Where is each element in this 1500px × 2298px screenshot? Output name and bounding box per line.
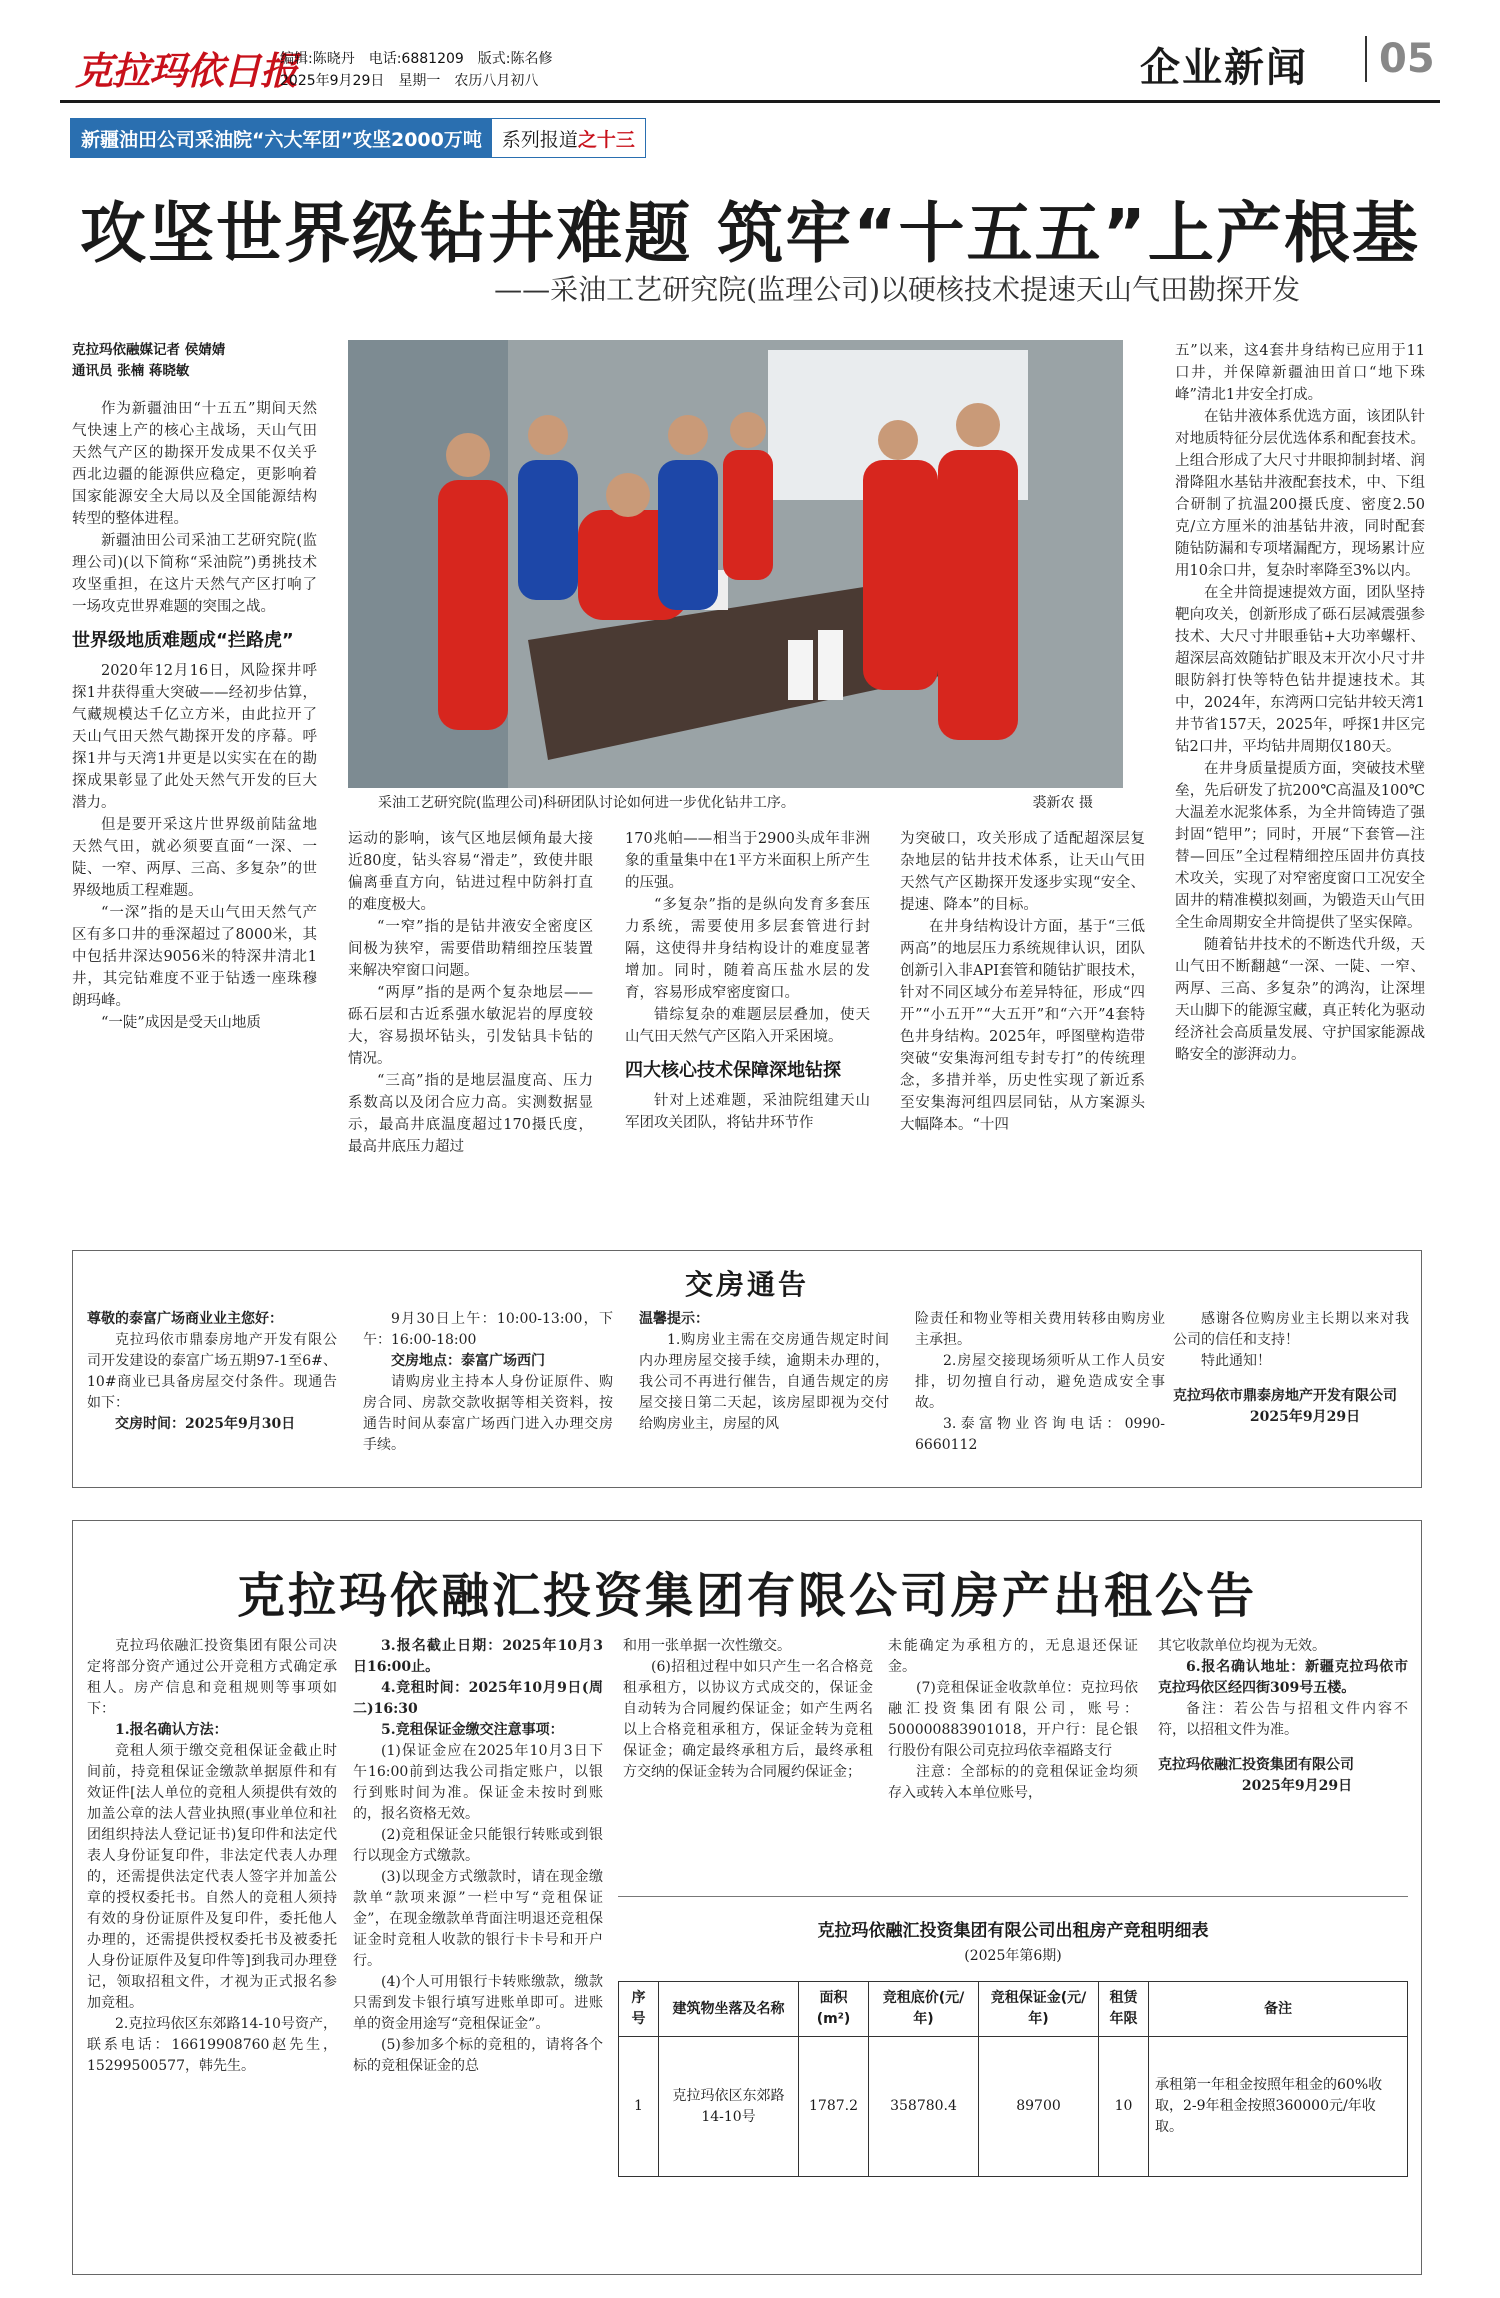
table-subtitle: (2025年第6期) [964, 1948, 1062, 1964]
masthead-rule [60, 100, 1440, 103]
weekday: 星期一 [398, 73, 441, 89]
rental-col-2: 3.报名截止日期：2025年10月3日16:00止。 4.竞租时间：2025年10月9日(周二)16:30 5.竞租保证金缴交注意事项： (1)保证金应在2025年10月3日下午16:00前到达我公司指定账户，以银行到账时间为准。保证金未按时到账的，报名资格无效。 (2)竞租保证金只能银行转账或到银行以现金方式缴款。 (3)以现金方式缴款时，请在现金缴款单“款项来源”一栏中写“竞租保证金”，在现金缴款单背面注明退还竞租保证金时竞租人收款的银行卡卡号和开户行。 (4)个人可用银行卡转账缴款，缴款只需到发卡银行填写进账单即可。进账单的资金用途写“竞租保证金”。 (5)参加多个标的竞租的，请将各个标的竞租保证金的总 [353, 1638, 603, 2074]
phone: 电话:6881209 [368, 51, 464, 67]
rental-col-1: 克拉玛依融汇投资集团有限公司决定将部分资产通过公开竞租方式确定承租人。房产信息和竞租规则等事项如下： 1.报名确认方法： 竞租人须于缴交竞租保证金截止时间前，持竞租保证金缴款单据原件和有效证件[法人单位的竞租人须提供有效的加盖公章的法人营业执照(事业单位和社团组织持法人登记证书)复印件和法定代表人身份证复印件，非法定代表人办理的，还需提供法定代表人签字并加盖公章的授权委托书。自然人的竞租人须持有效的身份证原件及复印件，委托他人办理的，还需提供授权委托书及被委托人身份证原件及复印件等]到我司办理登记，领取招租文件，才视为正式报名参加竞租。 2.克拉玛依区东郊路14-10号资产，联系电话：16619908760赵先生，15299500577，韩先生。 [87, 1638, 337, 2074]
series-banner [70, 118, 646, 158]
paragraph: 运动的影响，该气区地层倾角最大接近80度，钻头容易“滑走”，致使井眼偏离垂直方向，钻进过程中防斜打直的难度极大。 [348, 831, 593, 913]
lunar-date: 农历八月初八 [454, 73, 539, 89]
handover-notice [72, 1250, 1422, 1488]
photo-credit: 裘新农 摄 [1032, 795, 1093, 811]
paragraph: 在钻井液体系优选方面，该团队针对地质特征分层优选体系和配套技术。上组合形成了大尺寸井眼抑制封堵、润滑降阻水基钻井液配套技术，中、下组合研制了抗温200摄氏度、密度2.50克/立方厘米的油基钻井液，同时配套随钻防漏和专项堵漏配方，现场累计应用10余口井，复杂时率降至3%以内。 [1175, 409, 1425, 579]
news-photo [348, 340, 1123, 788]
page-number: 05 [1365, 36, 1435, 82]
rental-table [618, 1981, 1408, 2177]
rental-col-4: 未能确定为承租方的，无息退还保证金。 (7)竞租保证金收款单位：克拉玛依融汇投资集团有限公司，账号：500000883901018，开户行：昆仑银行股份有限公司克拉玛依幸福路支行 注意：全部标的的竞租保证金均须存入或转入本单位账号， [888, 1638, 1138, 1801]
section-heading: 世界级地质难题成“拦路虎” [72, 630, 294, 651]
rental-col-3: 和用一张单据一次性缴交。 (6)招租过程中如只产生一名合格竞租承租方，以协议方式成交的，保证金自动转为合同履约保证金；如产生两名以上合格竞租承租方，保证金转为竞租保证金；确定最终承租方后，最终承租方交纳的保证金转为合同履约保证金； [623, 1638, 873, 1780]
notice-title: 交房通告 [684, 1268, 809, 1301]
notice-col-5: 感谢各位购房业主长期以来对我公司的信任和支持！ 特此通知！ 克拉玛依市鼎泰房地产开发有限公司 2025年9月29日 [1173, 1311, 1409, 1425]
table-row: 1 克拉玛依区东郊路14-10号 1787.2 358780.4 89700 10 承租第一年租金按照年租金的60%收取，2-9年租金按照360000元/年收取。 [619, 2037, 1408, 2177]
article-col-5 [1175, 340, 1425, 1066]
rental-title: 克拉玛依融汇投资集团有限公司房产出租公告 [236, 1568, 1257, 1624]
table-title: 克拉玛依融汇投资集团有限公司出租房产竞租明细表 [817, 1921, 1209, 1941]
paragraph: 在井身结构设计方面，基于“三低两高”的地层压力系统规律认识，团队创新引入非API套管和随钻扩眼技术，针对不同区域分布差异特征，形成“四开”“小五开”“大五开”和“六开”4套特色井身结构。2025年，呼图壁构造带突破“安集海河组专封专打”的传统理念，多措并举，历史性实现了新近系至安集海河组四层同钻，从方案源头大幅降本。“十四 [900, 919, 1145, 1133]
series-suffix: 系列报道之十三 [501, 128, 635, 151]
editor: 编辑:陈晓丹 [280, 51, 355, 67]
paragraph: 在全井筒提速提效方面，团队坚持靶向攻关，创新形成了砾石层减震强参技术、大尺寸井眼垂钻+大功率螺杆、超深层高效随钻扩眼及末开次小尺寸井眼防斜打快等特色钻井提速技术。其中，2024年，东湾两口完钻井较天湾1井节省157天，2025年，呼探1井区完钻2口井，平均钻井周期仅180天。 [1175, 585, 1425, 755]
byline: 克拉玛依融媒记者 侯婧婧 通讯员 张楠 蒋晓敏 [72, 342, 226, 379]
paragraph: “一陡”成因是受天山地质 [101, 1015, 261, 1031]
paragraph: 五”以来，这4套井身结构已应用于11口井，并保障新疆油田首口“地下珠峰”清北1井安全打成。 [1175, 343, 1425, 403]
paragraph: 为突破口，攻关形成了适配超深层复杂地层的钻井技术体系，让天山气田天然气产区勘探开发逐步实现“安全、提速、降本”的目标。 [900, 831, 1145, 913]
photo-illustration [348, 340, 1123, 788]
section-title: 企业新闻 [1140, 44, 1308, 91]
issue-date: 2025年9月29日 [280, 73, 385, 89]
paragraph: “三高”指的是地层温度高、压力系数高以及闭合应力高。实测数据显示，最高井底温度超过170摄氏度，最高井底压力超过 [348, 1073, 593, 1155]
notice-col-1: 尊敬的泰富广场商业业主您好： 克拉玛依市鼎泰房地产开发有限公司开发建设的泰富广场五期97-1至6#、10#商业已具备房屋交付条件。现通告如下： 交房时间：2025年9月30日 [87, 1311, 337, 1432]
series-label: 新疆油田公司采油院“六大军团”攻坚2000万吨 [71, 119, 492, 157]
paragraph: “一深”指的是天山气田天然气产区有多口井的垂深超过了8000米，其中包括井深达9056米的特深井清北1井，其完钻难度不亚于钻透一座珠穆朗玛峰。 [72, 905, 317, 1009]
layout-editor: 版式:陈名修 [477, 51, 553, 67]
paragraph: 针对上述难题，采油院组建天山军团攻关团队，将钻井环节作 [625, 1093, 870, 1131]
paragraph: 但是要开采这片世界级前陆盆地天然气田，就必须要直面“一深、一陡、一窄、两厚、三高、多复杂”的世界级地质工程难题。 [72, 817, 317, 899]
paragraph: 错综复杂的难题层层叠加，使天山气田天然气产区陷入开采困境。 [625, 1007, 870, 1045]
paragraph: 作为新疆油田“十五五”期间天然气快速上产的核心主战场，天山气田天然气产区的勘探开发成果不仅关乎西北边疆的能源供应稳定，更影响着国家能源安全大局以及全国能源结构转型的整体进程。 [72, 401, 317, 527]
rental-col-5: 其它收款单位均视为无效。 6.报名确认地址：新疆克拉玛依市克拉玛依区经四街309号五楼。 备注：若公告与招租文件内容不符，以招租文件为准。 克拉玛依融汇投资集团有限公司 2025年9月29日 [1158, 1638, 1408, 1794]
paragraph: 随着钻井技术的不断迭代升级，天山气田不断翻越“一深、一陡、一窄、两厚、三高、多复杂”的鸿沟，让深埋天山脚下的能源宝藏，真正转化为驱动经济社会高质量发展、守护国家能源战略安全的澎湃动力。 [1175, 937, 1425, 1063]
paragraph: “多复杂”指的是纵向发育多套压力系统，需要使用多层套管进行封隔，这使得井身结构设计的难度显著增加。同时，随着高压盐水层的发育，容易形成窄密度窗口。 [625, 897, 870, 1001]
headline: 攻坚世界级钻井难题 筑牢“十五五”上产根基 [80, 195, 1420, 272]
table-divider [618, 1896, 1408, 1897]
paragraph: 170兆帕——相当于2900头成年非洲象的重量集中在1平方米面积上所产生的压强。 [625, 831, 870, 891]
paragraph: 在井身质量提质方面，突破技术壁垒，先后研发了抗200℃高温及100℃大温差水泥浆体系，为全井筒铸造了强封固“铠甲”；同时，开展“下套管—注替—回压”全过程精细控压固井仿真技术攻关，实现了对窄密度窗口工况安全固井的精准模拟刻画，为锻造天山气田全生命周期安全井筒提供了坚实保障。 [1175, 761, 1425, 931]
rental-table-block [618, 1916, 1408, 2177]
newspaper-logo: 克拉玛依日报 [75, 48, 298, 93]
article-col-2 [348, 828, 593, 1158]
photo-caption-row [348, 792, 1123, 812]
paragraph: “两厚”指的是两个复杂地层——砾石层和古近系强水敏泥岩的厚度较大，容易损坏钻头，引发钻具卡钻的情况。 [348, 985, 593, 1067]
paragraph: 2020年12月16日，风险探井呼探1井获得重大突破——经初步估算，气藏规模达千亿立方米，由此拉开了天山气田天然气勘探开发的序幕。呼探1井与天湾1井更是以实实在在的勘探成果彰显了此处天然气开发的巨大潜力。 [72, 663, 317, 811]
subheadline: ——采油工艺研究院(监理公司)以硬核技术提速天山气田勘探开发 [494, 273, 1300, 306]
notice-col-3: 温馨提示： 1.购房业主需在交房通告规定时间内办理房屋交接手续，逾期未办理的，我公司不再进行催告，自通告规定的房屋交接日第二天起，该房屋即视为交付给购房业主，房屋的风 [639, 1311, 889, 1432]
section-heading: 四大核心技术保障深地钻探 [625, 1060, 841, 1081]
paragraph: “一窄”指的是钻井液安全密度区间极为狭窄，需要借助精细控压装置来解决窄窗口问题。 [348, 919, 593, 979]
table-header-row: 序号 建筑物坐落及名称 面积(m²) 竞租底价(元/年) 竞租保证金(元/年) 租赁年限 备注 [619, 1982, 1408, 2037]
article-col-4 [900, 828, 1145, 1136]
photo-caption: 采油工艺研究院(监理公司)科研团队讨论如何进一步优化钻井工序。 [378, 795, 795, 811]
rental-notice [72, 1520, 1422, 2275]
notice-col-4: 险责任和物业等相关费用转移由购房业主承担。 2.房屋交接现场须听从工作人员安排，切勿擅自行动，避免造成安全事故。 3.泰富物业咨询电话：0990-6660112 [915, 1311, 1165, 1453]
masthead-info [280, 48, 567, 92]
article-col-3 [625, 828, 870, 1134]
paragraph: 新疆油田公司采油工艺研究院(监理公司)(以下简称“采油院”)勇挑技术攻坚重担，在这片天然气产区打响了一场攻克世界难题的突围之战。 [72, 533, 317, 615]
notice-col-2: 9月30日上午：10:00-13:00，下午：16:00-18:00 交房地点：泰富广场西门 请购房业主持本人身份证原件、购房合同、房款交款收据等相关资料，按通告时间从泰富广场西门进入办理交房手续。 [363, 1311, 613, 1453]
article-col-1 [72, 398, 317, 1034]
